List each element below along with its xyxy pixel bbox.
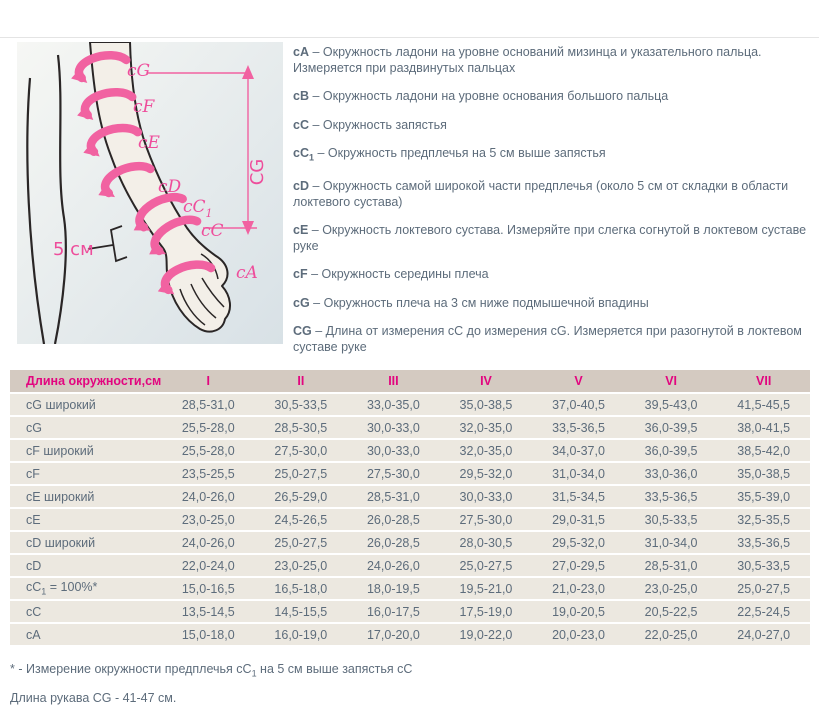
measurement-description	[293, 267, 812, 283]
size-range-cell: 32,0-35,0	[440, 417, 533, 438]
size-range-cell: 36,0-39,5	[625, 440, 718, 461]
measurement-description-text: – Длина от измерения cC до измерения cG. Измеряется при разогнутой в локтевом суставе руке	[293, 324, 802, 354]
size-range-cell: 17,0-20,0	[347, 624, 440, 645]
measurement-code	[293, 179, 309, 193]
size-column-header: VII	[717, 370, 810, 392]
size-range-cell: 28,5-30,5	[255, 417, 348, 438]
size-range-cell: 23,0-25,0	[625, 578, 718, 599]
label-cE: cE	[138, 133, 160, 153]
table-row	[10, 440, 810, 461]
measurement-description	[293, 324, 812, 355]
measurement-code	[293, 324, 312, 338]
size-range-cell: 28,5-31,0	[625, 555, 718, 576]
size-range-cell: 25,0-27,5	[440, 555, 533, 576]
size-range-cell: 29,5-32,0	[440, 463, 533, 484]
measurement-code	[293, 118, 309, 132]
label-cC1-sub: 1	[205, 207, 213, 220]
table-row	[10, 555, 810, 576]
size-range-cell: 31,0-34,0	[532, 463, 625, 484]
row-label-text: cC	[26, 580, 42, 595]
table-row	[10, 532, 810, 553]
size-range-cell: 41,5-45,5	[717, 394, 810, 415]
size-range-cell: 33,5-36,5	[717, 532, 810, 553]
row-label-text: cC	[26, 604, 42, 619]
table-row	[10, 601, 810, 622]
measurement-code-text: cD	[293, 179, 309, 193]
size-range-cell: 35,5-39,0	[717, 486, 810, 507]
size-range-cell: 27,5-30,0	[440, 509, 533, 530]
measurement-description-text: – Окружность плеча на 3 см ниже подмышечной впадины	[313, 295, 649, 310]
row-label-text: cG	[26, 420, 42, 435]
table-row	[10, 578, 810, 599]
size-range-cell: 30,0-33,0	[347, 417, 440, 438]
label-cC1-main: cC	[183, 197, 206, 217]
size-range-cell: 18,0-19,5	[347, 578, 440, 599]
row-label-cell	[10, 532, 162, 553]
row-label-cell	[10, 578, 162, 599]
measurement-description-text: – Окружность предплечья на 5 см выше запястья	[317, 146, 606, 160]
row-label-cell	[10, 624, 162, 645]
measurement-description	[293, 179, 812, 210]
footnote-text: * - Измерение окружности предплечья cC	[10, 662, 252, 676]
size-table-header-row	[10, 370, 810, 392]
size-range-cell: 31,5-34,5	[532, 486, 625, 507]
size-range-cell: 16,5-18,0	[255, 578, 348, 599]
size-range-cell: 30,5-33,5	[625, 509, 718, 530]
footnote-text: на 5 см выше запястья cC	[256, 662, 413, 676]
size-column-header: VI	[625, 370, 718, 392]
measurement-description-text: – Окружность запястья	[312, 117, 447, 132]
table-row	[10, 509, 810, 530]
size-range-cell: 28,5-31,0	[162, 394, 255, 415]
measurement-code-text: cF	[293, 267, 308, 281]
row-label-cell	[10, 509, 162, 530]
size-range-cell: 37,0-40,5	[532, 394, 625, 415]
size-range-cell: 25,0-27,5	[255, 463, 348, 484]
measurement-code-text: cG	[293, 295, 310, 310]
size-range-cell: 15,0-18,0	[162, 624, 255, 645]
size-range-cell: 20,0-23,0	[532, 624, 625, 645]
size-range-cell: 26,0-28,5	[347, 509, 440, 530]
top-divider	[0, 37, 819, 38]
size-range-cell: 28,5-31,0	[347, 486, 440, 507]
measurement-description	[293, 296, 812, 312]
size-range-cell: 19,5-21,0	[440, 578, 533, 599]
footnote-subscript: 1	[251, 668, 257, 679]
size-range-cell: 23,0-25,0	[162, 509, 255, 530]
measurement-description	[293, 223, 812, 254]
size-column-header: III	[347, 370, 440, 392]
size-range-cell: 13,5-14,5	[162, 601, 255, 622]
size-column-header: II	[255, 370, 348, 392]
size-range-cell: 17,5-19,0	[440, 601, 533, 622]
row-label-cell	[10, 601, 162, 622]
size-range-cell: 27,5-30,0	[347, 463, 440, 484]
measurement-code-subscript: 1	[308, 152, 314, 163]
size-range-cell: 34,0-37,0	[532, 440, 625, 461]
sleeve-length-note: Длина рукава CG - 41-47 см.	[10, 691, 177, 705]
row-label-text: cE	[26, 512, 41, 527]
row-label-cell	[10, 417, 162, 438]
row-label-cell	[10, 486, 162, 507]
size-table-body	[10, 394, 810, 645]
size-range-cell: 16,0-17,5	[347, 601, 440, 622]
row-label-text: cE широкий	[26, 489, 95, 504]
size-range-cell: 33,0-35,0	[347, 394, 440, 415]
row-label-text: cF	[26, 466, 40, 481]
size-range-cell: 39,5-43,0	[625, 394, 718, 415]
size-range-cell: 38,5-42,0	[717, 440, 810, 461]
measurement-code	[293, 45, 309, 59]
label-CG-length: CG	[247, 158, 268, 186]
size-range-cell: 19,0-20,5	[532, 601, 625, 622]
size-range-cell: 33,5-36,5	[625, 486, 718, 507]
measurement-code-text: cC	[293, 117, 309, 132]
row-label-text: cA	[26, 627, 41, 642]
size-range-cell: 23,0-25,0	[255, 555, 348, 576]
size-range-cell: 32,0-35,0	[440, 440, 533, 461]
row-label-text: cF широкий	[26, 443, 94, 458]
measurement-description	[293, 45, 812, 76]
size-range-cell: 30,0-33,0	[347, 440, 440, 461]
row-label-text: cG широкий	[26, 397, 96, 412]
row-label-cell	[10, 440, 162, 461]
table-row	[10, 463, 810, 484]
measurement-description-text: – Окружность середины плеча	[311, 267, 489, 281]
size-range-cell: 25,0-27,5	[255, 532, 348, 553]
size-range-cell: 31,0-34,0	[625, 532, 718, 553]
row-label-text: cD широкий	[26, 535, 96, 550]
size-range-cell: 35,0-38,5	[717, 463, 810, 484]
size-range-cell: 22,0-25,0	[625, 624, 718, 645]
size-column-header: I	[162, 370, 255, 392]
size-range-cell: 33,0-36,0	[625, 463, 718, 484]
table-row	[10, 624, 810, 645]
size-range-cell: 38,0-41,5	[717, 417, 810, 438]
measurement-description-text: – Окружность ладони на уровне основания большого пальца	[312, 89, 669, 103]
size-range-cell: 35,0-38,5	[440, 394, 533, 415]
measurement-code	[293, 223, 308, 237]
arm-measurement-illustration	[17, 42, 283, 344]
table-row	[10, 394, 810, 415]
measurement-description	[293, 146, 812, 166]
size-range-cell: 15,0-16,5	[162, 578, 255, 599]
size-table	[10, 368, 810, 647]
size-range-cell: 24,0-26,0	[347, 555, 440, 576]
label-cC: cC	[201, 221, 224, 241]
size-range-cell: 16,0-19,0	[255, 624, 348, 645]
size-range-cell: 24,0-27,0	[717, 624, 810, 645]
row-label-cell	[10, 463, 162, 484]
measurement-descriptions	[293, 45, 812, 368]
size-range-cell: 32,5-35,5	[717, 509, 810, 530]
measurement-code-text: cB	[293, 89, 309, 103]
size-range-cell: 27,0-29,5	[532, 555, 625, 576]
size-range-cell: 29,0-31,5	[532, 509, 625, 530]
measurement-description	[293, 118, 812, 134]
measurement-code-text: cC	[293, 146, 309, 160]
size-range-cell: 27,5-30,0	[255, 440, 348, 461]
measurement-code	[293, 267, 308, 281]
row-label-cell	[10, 555, 162, 576]
size-range-cell: 22,5-24,5	[717, 601, 810, 622]
measurement-description-text: – Окружность локтевого сустава. Измеряйте при слегка согнутой в локтевом суставе руке	[293, 223, 807, 253]
size-range-cell: 24,5-26,5	[255, 509, 348, 530]
size-column-header: IV	[440, 370, 533, 392]
measurement-code-text: CG	[293, 324, 312, 338]
size-range-cell: 30,5-33,5	[255, 394, 348, 415]
size-column-header: V	[532, 370, 625, 392]
table-row	[10, 486, 810, 507]
row-label-text: cD	[26, 558, 42, 573]
label-cG: cG	[127, 61, 151, 81]
measurement-code	[293, 146, 314, 163]
measurement-code-text: cE	[293, 223, 309, 237]
label-cA: cA	[236, 263, 258, 283]
size-range-cell: 26,5-29,0	[255, 486, 348, 507]
size-range-cell: 23,5-25,5	[162, 463, 255, 484]
measurement-code	[293, 296, 310, 310]
size-range-cell: 25,0-27,5	[717, 578, 810, 599]
size-table-title-cell: Длина окружности,см	[10, 370, 162, 392]
size-range-cell: 33,5-36,5	[532, 417, 625, 438]
measurement-description-text: – Окружность ладони на уровне оснований мизинца и указательного пальца. Измеряется при раздвинутых пальцах	[293, 45, 762, 75]
size-range-cell: 20,5-22,5	[625, 601, 718, 622]
measurement-code-text: cA	[293, 45, 309, 59]
label-five-cm: 5 см	[53, 239, 94, 260]
table-row	[10, 417, 810, 438]
size-range-cell: 24,0-26,0	[162, 532, 255, 553]
size-range-cell: 30,5-33,5	[717, 555, 810, 576]
arm-illustration-svg	[17, 42, 283, 344]
size-range-cell: 24,0-26,0	[162, 486, 255, 507]
footnote-cc1	[10, 662, 412, 679]
measurement-description	[293, 89, 812, 105]
size-range-cell: 30,0-33,0	[440, 486, 533, 507]
size-range-cell: 28,0-30,5	[440, 532, 533, 553]
label-cF: cF	[133, 97, 155, 117]
size-range-cell: 19,0-22,0	[440, 624, 533, 645]
size-range-cell: 22,0-24,0	[162, 555, 255, 576]
size-range-cell: 36,0-39,5	[625, 417, 718, 438]
size-range-cell: 26,0-28,5	[347, 532, 440, 553]
size-range-cell: 29,5-32,0	[532, 532, 625, 553]
measurement-code	[293, 89, 309, 103]
size-range-cell: 21,0-23,0	[532, 578, 625, 599]
size-range-cell: 14,5-15,5	[255, 601, 348, 622]
row-label-subscript: 1	[41, 586, 47, 597]
row-label-suffix: = 100%*	[46, 580, 98, 595]
measurement-description-text: – Окружность самой широкой части предплечья (около 5 см от складки в области локтевого сустава)	[293, 179, 789, 209]
row-label-cell	[10, 394, 162, 415]
size-range-cell: 25,5-28,0	[162, 440, 255, 461]
size-range-cell: 25,5-28,0	[162, 417, 255, 438]
label-cD: cD	[158, 177, 182, 197]
